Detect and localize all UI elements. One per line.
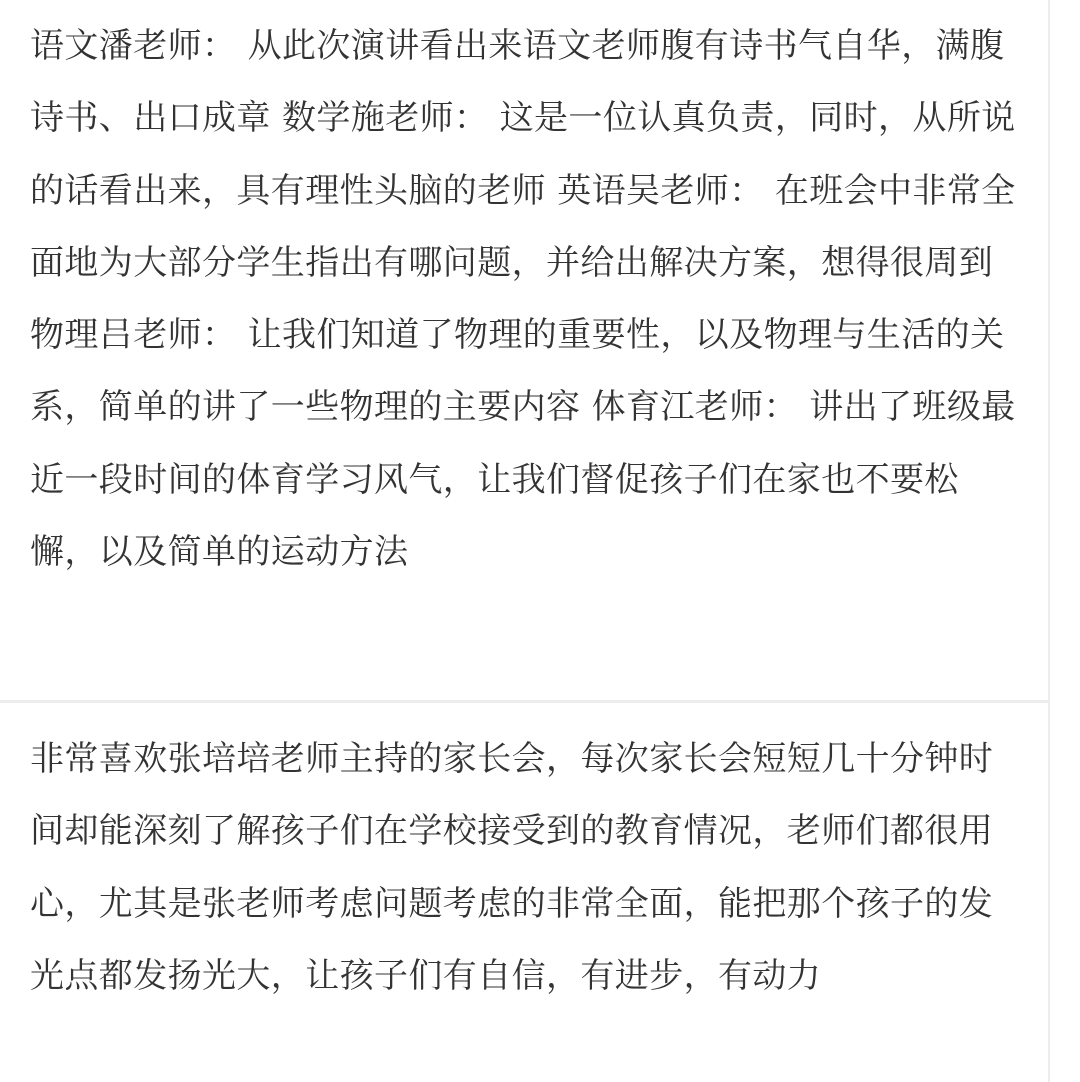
comment-divider <box>0 700 1048 703</box>
comment-text: 语文潘老师： 从此次演讲看出来语文老师腹有诗书气自华，满腹诗书、出口成章 数学施老师： 这是一位认真负责，同时，从所说的话看出来，具有理性头脑的老师 英语吴老师： 在班会中非常全面地为大部分学生指出有哪问题，并给出解决方案，想得很周到 物理吕老师： 让我们知道了物理的重要性，以及物理与生活的关系，简单的讲了一些物理的主要内容 体育江老师： 讲出了班级最近一段时间的体育学习风气，让我们督促孩子们在家也不要松懈，以及简单的运动方法 <box>30 26 1016 573</box>
comment-card <box>0 10 1048 588</box>
comment-text: 非常喜欢张培培老师主持的家长会，每次家长会短短几十分钟时间却能深刻了解孩子们在学校接受到的教育情况，老师们都很用心，尤其是张老师考虑问题考虑的非常全面，能把那个孩子的发光点都发扬光大，让孩子们有自信，有进步，有动力 <box>30 739 994 996</box>
comment-card <box>0 723 1048 1012</box>
scrollbar-track[interactable] <box>1048 0 1050 1082</box>
